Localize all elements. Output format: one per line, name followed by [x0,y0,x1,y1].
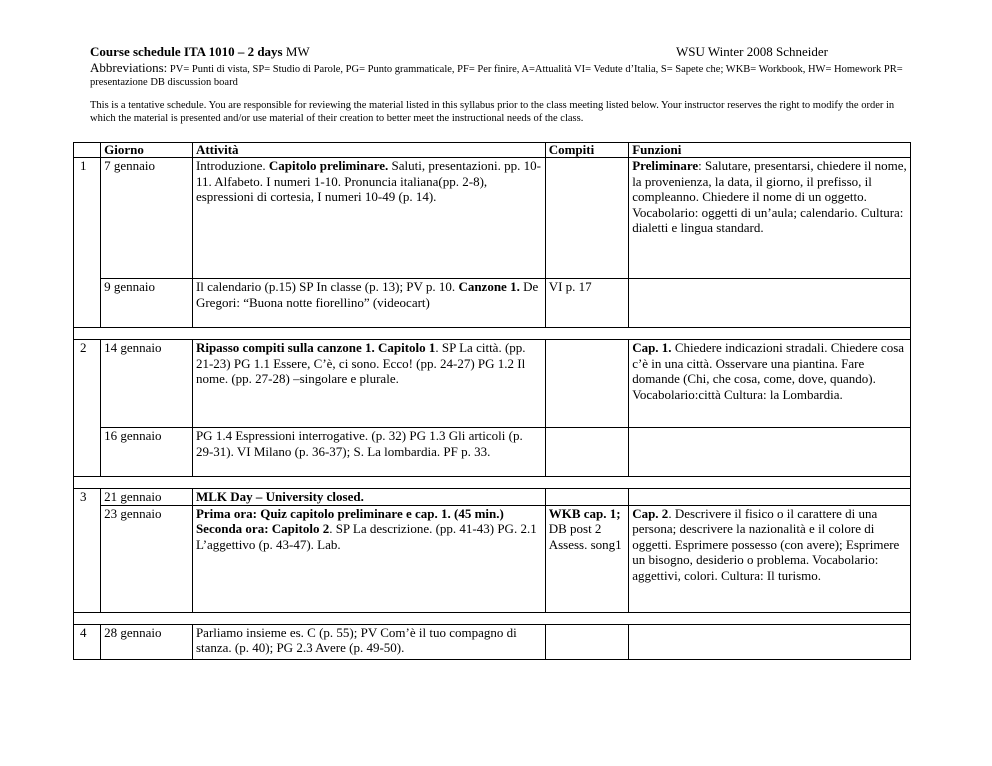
homework-cell [545,489,628,506]
functions-cell [629,340,911,428]
homework-cell [545,505,628,612]
text-run: PG 1.4 Espressioni interrogative. (p. 32) PG 1.3 Gli articoli (p. 29-31). VI Milano (p. 36-37); S. La lombardia. PF p. 33. [195,428,523,459]
date-cell: 16 gennaio [101,428,193,477]
table-row [74,624,911,659]
text-run: Parliamo insieme es. C (p. 55); PV Com’è il tuo compagno di stanza. (p. 40); PG 2.3 Avere (p. 49-50). [195,624,517,656]
date-cell: 7 gennaio [101,158,193,279]
date-cell: 23 gennaio [101,505,193,612]
course-title: Course schedule ITA 1010 – 2 days MW [90,44,310,59]
functions-cell [629,428,911,477]
spacer-row [74,328,911,340]
homework-cell [545,340,628,428]
text-run: Canzone 1. [458,279,520,294]
activity-cell [192,340,545,428]
functions-cell [629,624,911,659]
text-run: Capitolo 1 [377,340,436,355]
activity-cell [192,489,545,506]
text-run: Ripasso compiti sulla canzone 1. [195,340,375,355]
text-run: Cap. 2 [632,505,669,521]
page-header [90,44,910,125]
table-row [74,279,911,328]
text-run: Seconda ora: Capitolo 2 [195,521,330,537]
date-cell: 28 gennaio [101,624,193,659]
text-run: WKB cap. 1; [548,505,621,521]
activity-cell [192,505,545,612]
header-funzioni: Funzioni [629,143,911,158]
text-run: Preliminare [632,158,699,173]
activity-cell [192,624,545,659]
header-number [74,143,101,158]
table-row [74,505,911,612]
text-run: De Gregori: “Buona notte fiorellino” (videocart) [195,279,539,310]
text-run: Cap. 1. [632,340,672,355]
homework-cell [545,158,628,279]
abbreviations-lead: Abbreviations: [90,60,168,75]
activity-cell [192,279,545,328]
spacer-row [74,477,911,489]
disclaimer-note: This is a tentative schedule. You are responsible for reviewing the material listed in this syllabus prior to the class meeting listed below. Your instructor reserves the right to modify the order in which the material is presented and/or use material of their creation to better meet the instructional needs of the class. [90,100,895,124]
homework-cell [545,624,628,659]
week-number: 1 [74,158,101,328]
homework-cell [545,428,628,477]
table-row [74,428,911,477]
text-run: Chiedere indicazioni stradali. Chiedere cosa c’è in una città. Osservare una piantina. Fare domande (Chi, che cosa, come, dove, quando). Vocabolario:città Cultura: la Lombardia. [632,340,905,402]
text-run: : Salutare, presentarsi, chiedere il nome, la provenienza, la data, il giorno, il prefisso, il compleanno. Chiedere il nome di un oggetto. Vocabolario: oggetti di un’aula; calendario. Cultura: dialetti e lingua standard. [632,158,907,236]
text-run: DB post 2 Assess. song1 [548,521,622,552]
text-run: . SP La città. (pp. 21-23) PG 1.1 Essere, C’è, ci sono. Ecco! (pp. 24-27) PG 1.2 Il nome. (pp. 27-28) –singolare e plurale. [195,340,526,387]
functions-cell [629,279,911,328]
text-run: Introduzione. [195,158,269,173]
header-attivita: Attività [192,143,545,158]
week-number: 4 [74,624,101,659]
schedule-table [73,142,911,660]
activity-cell [192,158,545,279]
activity-cell [192,428,545,477]
week-number: 2 [74,340,101,477]
abbreviations [90,61,910,89]
table-row [74,158,911,279]
table-row [74,340,911,428]
abbreviations-text: PV= Punti di vista, SP= Studio di Parole, PG= Punto grammaticale, PF= Per finire, A=Attualità VI= Vedute d’Italia, S= Sapete che; WKB= Workbook, HW= Homework PR= presentazione DB discussion board [90,64,903,88]
text-run: . Descrivere il fisico o il carattere di una persona; descrivere la nazionalità e il colore di oggetti. Esprimere possesso (con avere); Esprimere un bisogno, desiderio o problema. Vocabolario: aggettivi, colori. Cultura: Il turismo. [632,505,900,583]
header-compiti: Compiti [545,143,628,158]
functions-cell [629,505,911,612]
homework-cell: VI p. 17 [545,279,628,328]
table-row [74,489,911,506]
header-giorno: Giorno [101,143,193,158]
header-line [90,44,910,60]
text-run: MLK Day – University closed. [195,489,364,504]
functions-cell [629,489,911,506]
functions-cell [629,158,911,279]
table-header-row [74,143,911,158]
date-cell: 9 gennaio [101,279,193,328]
week-number: 3 [74,489,101,613]
term-label: WSU Winter 2008 Schneider [676,44,828,59]
text-run: . SP La descrizione. (pp. 41-43) PG. 2.1 L’aggettivo (p. 43-47). Lab. [195,521,537,552]
date-cell: 21 gennaio [101,489,193,506]
spacer-row [74,612,911,624]
text-run: Prima ora: Quiz capitolo preliminare e cap. 1. (45 min.) [195,505,504,521]
date-cell: 14 gennaio [101,340,193,428]
text-run: Capitolo preliminare. [268,158,389,173]
text-run: Il calendario (p.15) SP In classe (p. 13); PV p. 10. [195,279,459,294]
text-run: Saluti, presentazioni. pp. 10-11. Alfabeto. I numeri 1-10. Pronuncia italiana(pp. 2-8), espressioni di cortesia, I numeri 10-49 (p. 14). [195,158,541,205]
